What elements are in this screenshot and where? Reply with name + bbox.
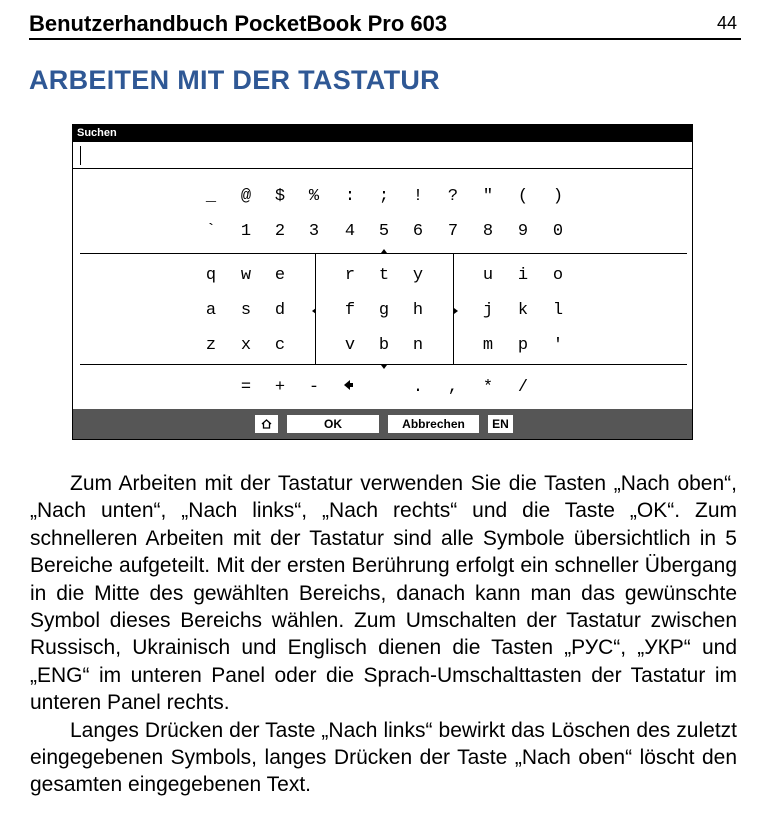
key[interactable]: s xyxy=(240,301,252,320)
key[interactable]: m xyxy=(482,336,494,355)
key[interactable]: " xyxy=(482,187,494,206)
key[interactable]: 3 xyxy=(308,222,320,241)
key[interactable]: 0 xyxy=(552,222,564,241)
key[interactable]: w xyxy=(240,266,252,285)
key[interactable]: n xyxy=(412,336,424,355)
search-input[interactable] xyxy=(73,142,692,169)
search-title-bar: Suchen xyxy=(73,125,692,142)
key[interactable]: - xyxy=(308,378,320,397)
key[interactable]: = xyxy=(240,378,252,397)
key[interactable]: 4 xyxy=(344,222,356,241)
keyboard-screenshot xyxy=(72,124,693,440)
home-button[interactable] xyxy=(255,415,278,433)
keyboard-bottom-bar xyxy=(73,409,692,439)
cancel-button[interactable]: Abbrechen xyxy=(388,415,479,433)
key[interactable]: _ xyxy=(205,187,217,206)
key[interactable]: 9 xyxy=(517,222,529,241)
divider-top xyxy=(80,253,687,254)
key[interactable]: ! xyxy=(412,187,424,206)
backspace-arrow-icon[interactable] xyxy=(344,380,350,390)
right-triangle-icon xyxy=(454,308,458,314)
language-button[interactable]: EN xyxy=(488,415,513,433)
key[interactable]: u xyxy=(482,266,494,285)
key[interactable]: f xyxy=(344,301,356,320)
page-header xyxy=(29,8,741,40)
key[interactable]: r xyxy=(344,266,356,285)
key[interactable]: v xyxy=(344,336,356,355)
key[interactable]: ) xyxy=(552,187,564,206)
text-cursor xyxy=(80,146,81,165)
key[interactable]: d xyxy=(274,301,286,320)
key[interactable]: j xyxy=(482,301,494,320)
home-icon xyxy=(261,419,272,429)
key[interactable]: x xyxy=(240,336,252,355)
key[interactable]: g xyxy=(378,301,390,320)
key[interactable]: ' xyxy=(552,336,564,355)
paragraph: Langes Drücken der Taste „Nach links“ bewirkt das Löschen des zuletzt eingegebenen Symbols, langes Drücken der Taste „Nach oben“ löscht den gesamten eingegebenen Text. xyxy=(30,718,737,797)
down-triangle-icon xyxy=(381,365,387,369)
key[interactable]: % xyxy=(308,187,320,206)
key[interactable]: y xyxy=(412,266,424,285)
key[interactable]: ; xyxy=(378,187,390,206)
key[interactable]: l xyxy=(552,301,564,320)
key[interactable]: 8 xyxy=(482,222,494,241)
key[interactable]: 6 xyxy=(412,222,424,241)
key[interactable]: e xyxy=(274,266,286,285)
key[interactable]: c xyxy=(274,336,286,355)
manual-title: Benutzerhandbuch PocketBook Pro 603 xyxy=(29,11,448,36)
key[interactable]: ( xyxy=(517,187,529,206)
key[interactable]: p xyxy=(517,336,529,355)
key[interactable]: o xyxy=(552,266,564,285)
key[interactable]: b xyxy=(378,336,390,355)
key[interactable]: q xyxy=(205,266,217,285)
paragraph: Zum Arbeiten mit der Tastatur verwenden Sie die Tasten „Nach oben“, „Nach unten“, „Nach links“, „Nach rechts“ und die Taste „OK“. Zum schnelleren Arbeiten mit der Tastatur sind alle Symbole übersichtlich in 5 Bereiche aufgeteilt. Mit der ersten Berührung erfolgt ein schneller Übergang in die Mitte des gewählten Bereichs, danach kann man das gewünschte Symbol dieses Bereichs wählen. Zum Umschalten der Tastatur zwischen Russisch, Ukrainisch und Englisch dienen die Tasten „РУС“, „УКР“ und „ENG“ im unteren Panel oder die Sprach-Umschalttasten der Tastatur im unteren Panel rechts. xyxy=(30,472,737,715)
section-title: ARBEITEN MIT DER TASTATUR xyxy=(29,65,440,95)
key[interactable]: a xyxy=(205,301,217,320)
key[interactable]: 5 xyxy=(378,222,390,241)
key[interactable]: i xyxy=(517,266,529,285)
key[interactable]: ` xyxy=(205,222,217,241)
key[interactable]: 1 xyxy=(240,222,252,241)
key[interactable]: . xyxy=(412,378,424,397)
page-number: 44 xyxy=(716,13,737,33)
key[interactable]: , xyxy=(447,378,459,397)
key[interactable]: @ xyxy=(240,187,252,206)
key[interactable]: k xyxy=(517,301,529,320)
key[interactable]: t xyxy=(378,266,390,285)
key[interactable]: h xyxy=(412,301,424,320)
key[interactable]: : xyxy=(344,187,356,206)
key[interactable]: * xyxy=(482,378,494,397)
key[interactable]: 7 xyxy=(447,222,459,241)
key[interactable]: + xyxy=(274,378,286,397)
key[interactable]: ? xyxy=(447,187,459,206)
key[interactable]: z xyxy=(205,336,217,355)
ok-button[interactable]: OK xyxy=(287,415,379,433)
key[interactable]: 2 xyxy=(274,222,286,241)
key[interactable]: $ xyxy=(274,187,286,206)
body-text xyxy=(30,470,737,799)
up-triangle-icon xyxy=(381,249,387,253)
left-triangle-icon xyxy=(312,308,316,314)
key[interactable]: / xyxy=(517,378,529,397)
